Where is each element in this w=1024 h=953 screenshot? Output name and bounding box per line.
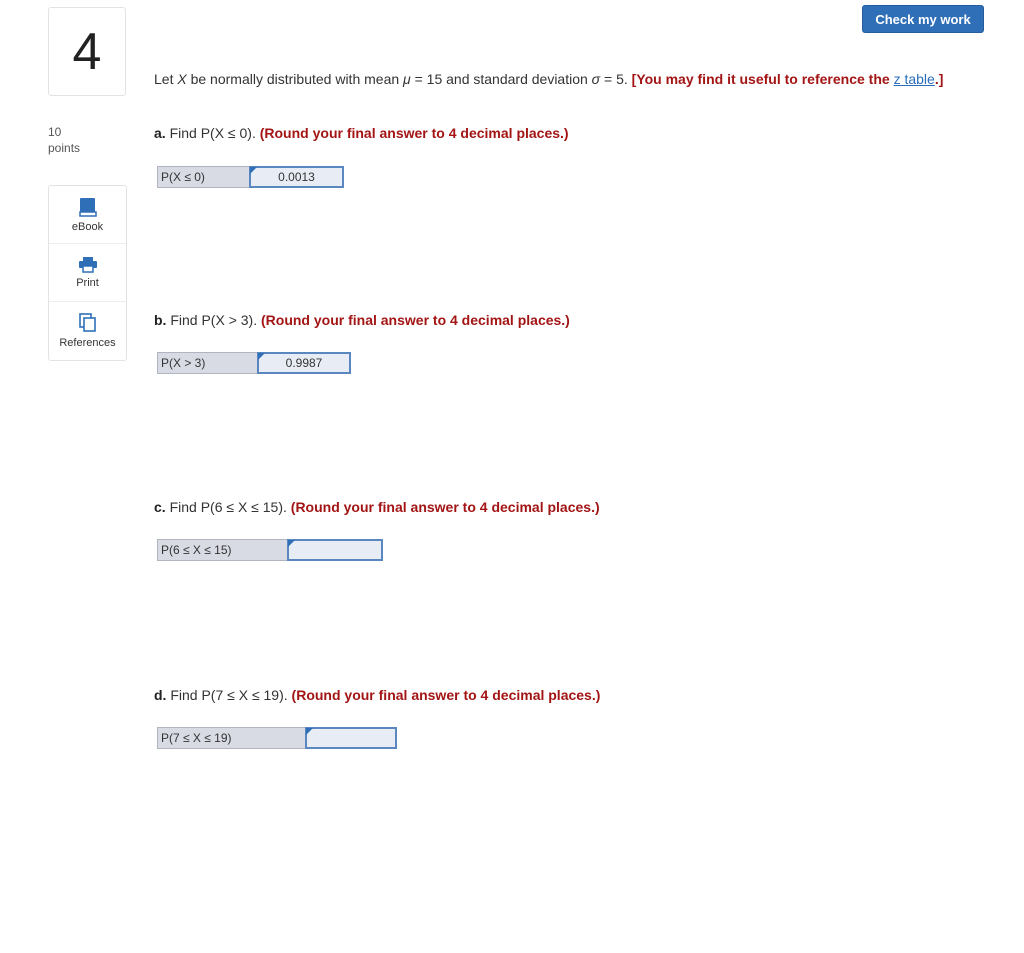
answer-input[interactable]: 0.0013	[249, 166, 344, 188]
probability-expression: P(7 ≤ X ≤ 19).	[201, 687, 288, 703]
part-letter: d.	[154, 687, 167, 703]
part-a-prompt	[154, 124, 954, 142]
find-text: Find	[165, 499, 201, 515]
prompt-text: Let	[154, 71, 178, 87]
prompt-text: be normally distributed with mean	[186, 71, 404, 87]
mu-symbol: μ	[403, 71, 411, 87]
answer-row-c	[157, 539, 383, 561]
probability-expression: P(X ≤ 0).	[200, 125, 256, 141]
print-button[interactable]	[49, 244, 126, 302]
copy-icon	[79, 313, 97, 333]
printer-icon	[78, 257, 98, 273]
question-number: 4	[48, 7, 126, 96]
check-my-work-button[interactable]: Check my work	[862, 5, 984, 33]
answer-label: P(6 ≤ X ≤ 15)	[157, 539, 287, 561]
answer-label: P(X ≤ 0)	[157, 166, 249, 188]
hint-start: [You may find it useful to reference the	[631, 71, 894, 87]
part-d-prompt	[154, 686, 954, 704]
find-text: Find	[165, 125, 201, 141]
answer-label: P(7 ≤ X ≤ 19)	[157, 727, 305, 749]
answer-label: P(X > 3)	[157, 352, 257, 374]
probability-expression: P(X > 3).	[201, 312, 258, 328]
sigma-symbol: σ	[591, 71, 601, 87]
variable-x: X	[177, 71, 187, 87]
prompt-text: = 5.	[600, 71, 632, 87]
points-label: points	[48, 141, 81, 155]
part-letter: a.	[154, 125, 166, 141]
references-label: References	[59, 337, 116, 349]
part-c-prompt	[154, 498, 954, 516]
book-icon	[79, 197, 97, 217]
prompt-text: = 15 and standard deviation	[410, 71, 592, 87]
answer-row-a	[157, 166, 344, 188]
answer-row-b	[157, 352, 351, 374]
part-b-prompt	[154, 311, 954, 329]
find-text: Find	[166, 687, 202, 703]
answer-row-d	[157, 727, 397, 749]
ebook-label: eBook	[71, 220, 104, 233]
answer-input[interactable]	[305, 727, 397, 749]
part-letter: b.	[154, 312, 167, 328]
z-table-link[interactable]: z table	[893, 71, 935, 87]
question-prompt	[154, 70, 954, 88]
rounding-instruction: (Round your final answer to 4 decimal places.)	[291, 687, 601, 703]
find-text: Find	[166, 312, 202, 328]
points-info	[48, 124, 80, 156]
rounding-instruction: (Round your final answer to 4 decimal places.)	[290, 499, 600, 515]
references-button[interactable]	[49, 302, 126, 360]
ebook-button[interactable]	[49, 186, 126, 244]
probability-expression: P(6 ≤ X ≤ 15).	[200, 499, 287, 515]
print-label: Print	[76, 276, 99, 289]
part-letter: c.	[154, 499, 166, 515]
rounding-instruction: (Round your final answer to 4 decimal places.)	[261, 312, 570, 328]
points-value: 10	[48, 125, 62, 139]
rounding-instruction: (Round your final answer to 4 decimal places.)	[259, 125, 569, 141]
tools-panel	[48, 185, 127, 361]
hint-text	[632, 71, 944, 87]
answer-input[interactable]: 0.9987	[257, 352, 351, 374]
hint-end: .]	[934, 71, 944, 87]
answer-input[interactable]	[287, 539, 383, 561]
